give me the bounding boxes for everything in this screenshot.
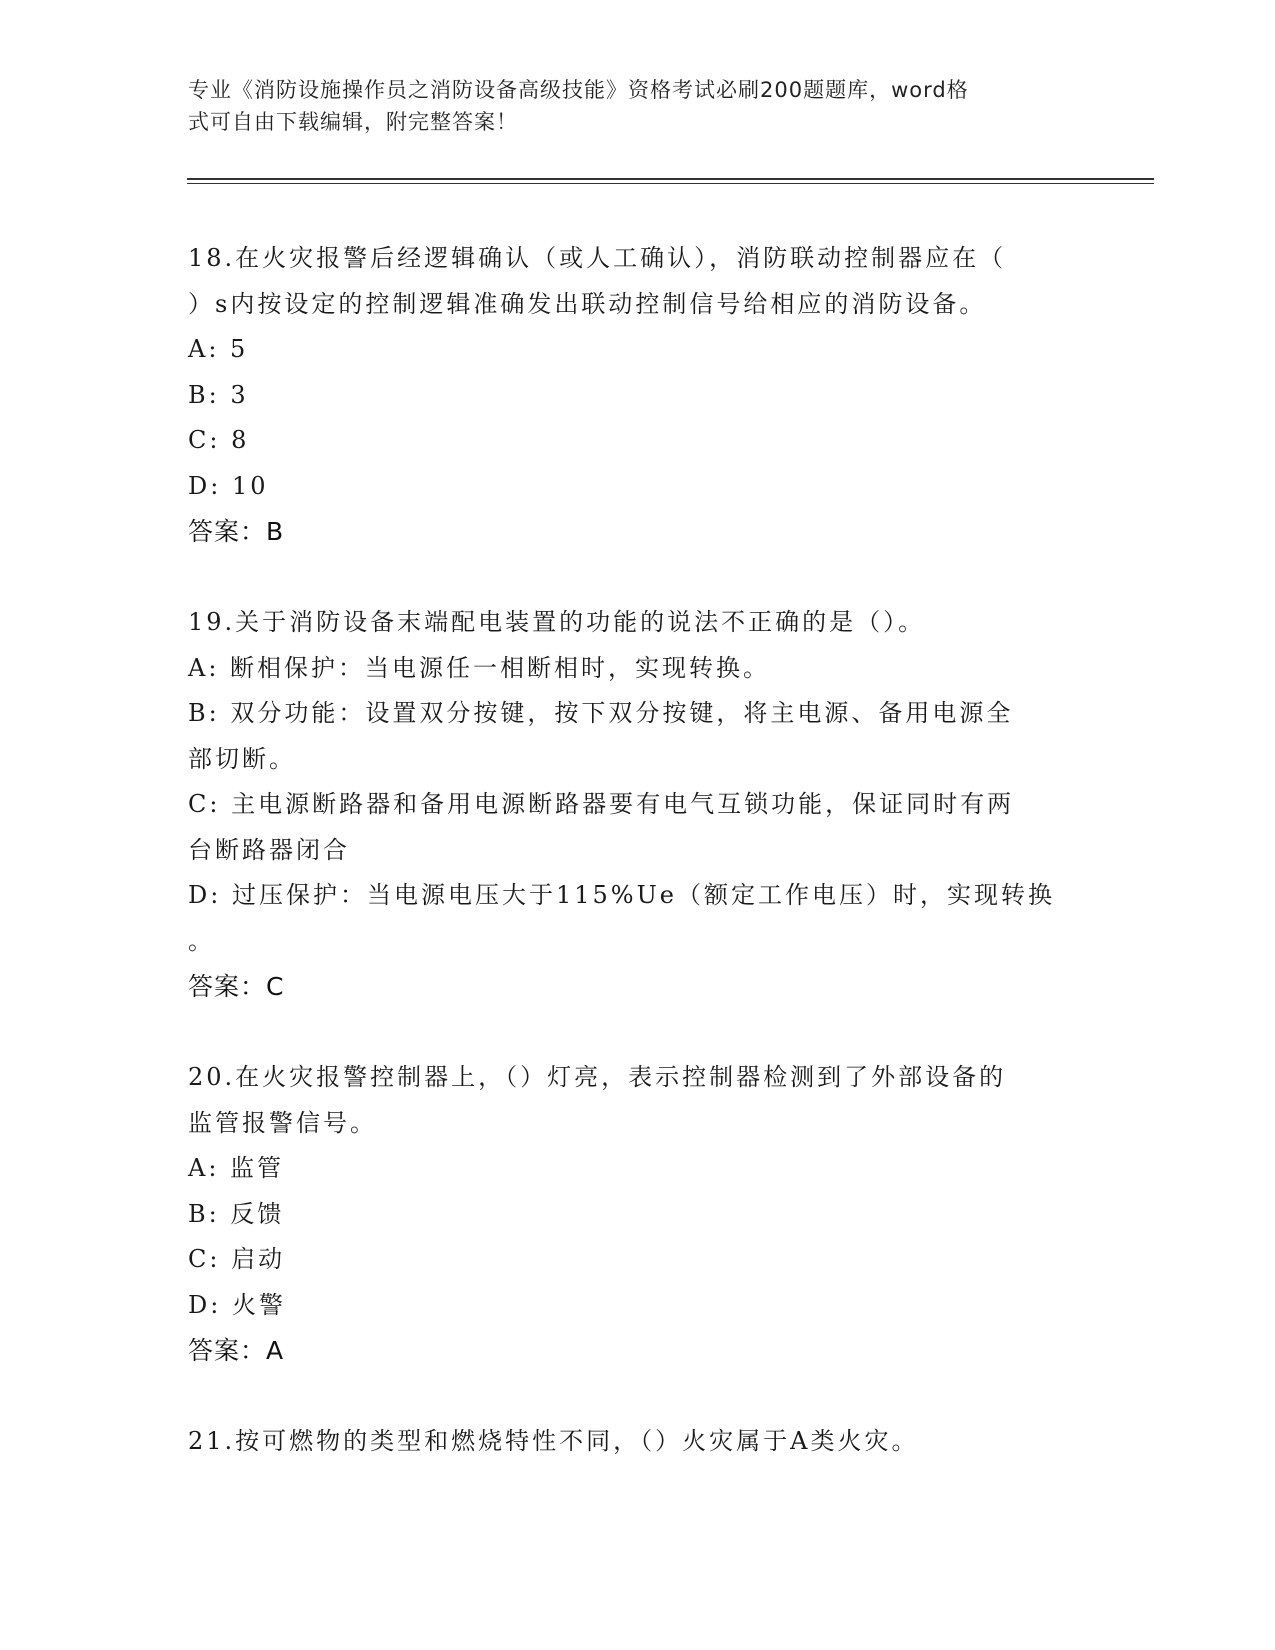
option-line: A: 5 <box>188 335 249 363</box>
option-line: B: 3 <box>188 380 249 409</box>
question-block <box>188 1055 1088 1373</box>
question-list <box>188 236 1088 1511</box>
header-rule-thin <box>187 183 1154 184</box>
question-block <box>188 236 1088 554</box>
option-line: 部切断。 <box>188 744 296 773</box>
option-line: A: 监管 <box>188 1154 285 1182</box>
option-line: D: 过压保护：当电源电压大于115%Ue（额定工作电压）时，实现转换 <box>188 881 1055 909</box>
question-stem: 21.按可燃物的类型和燃烧特性不同，（）火灾属于A类火灾。 <box>188 1427 919 1455</box>
answer-line: 答案：A <box>188 1336 285 1365</box>
answer-line: 答案：B <box>188 517 285 546</box>
option-line: C: 启动 <box>188 1245 286 1273</box>
question-stem: 20.在火灾报警控制器上，（）灯亮，表示控制器检测到了外部设备的 <box>188 1063 1007 1091</box>
question-block <box>188 1419 1088 1465</box>
header-line-2: 式可自由下载编辑，附完整答案！ <box>188 110 518 134</box>
option-line: D: 10 <box>188 471 269 500</box>
option-line: 台断路器闭合 <box>188 835 350 864</box>
header-line-1: 专业《消防设施操作员之消防设备高级技能》资格考试必刷200题题库，word格 <box>188 78 969 102</box>
question-stem: 19.关于消防设备末端配电装置的功能的说法不正确的是（）。 <box>188 608 926 636</box>
option-line: 。 <box>188 926 215 955</box>
question-block <box>188 600 1088 1009</box>
question-stem: 监管报警信号。 <box>188 1108 377 1137</box>
question-stem: ）s内按设定的控制逻辑准确发出联动控制信号给相应的消防设备。 <box>188 289 987 318</box>
option-line: C: 主电源断路器和备用电源断路器要有电气互锁功能，保证同时有两 <box>188 790 1015 818</box>
question-stem: 18.在火灾报警后经逻辑确认（或人工确认），消防联动控制器应在（ <box>188 244 1007 272</box>
option-line: B: 反馈 <box>188 1199 285 1228</box>
option-line: C: 8 <box>188 426 250 454</box>
answer-line: 答案：C <box>188 972 285 1001</box>
option-line: A: 断相保护：当电源任一相断相时，实现转换。 <box>188 653 771 682</box>
header-rule <box>187 178 1154 180</box>
document-header <box>188 74 1068 138</box>
option-line: B: 双分功能：设置双分按键，按下双分按键，将主电源、备用电源全 <box>188 699 1014 727</box>
option-line: D: 火警 <box>188 1290 286 1319</box>
